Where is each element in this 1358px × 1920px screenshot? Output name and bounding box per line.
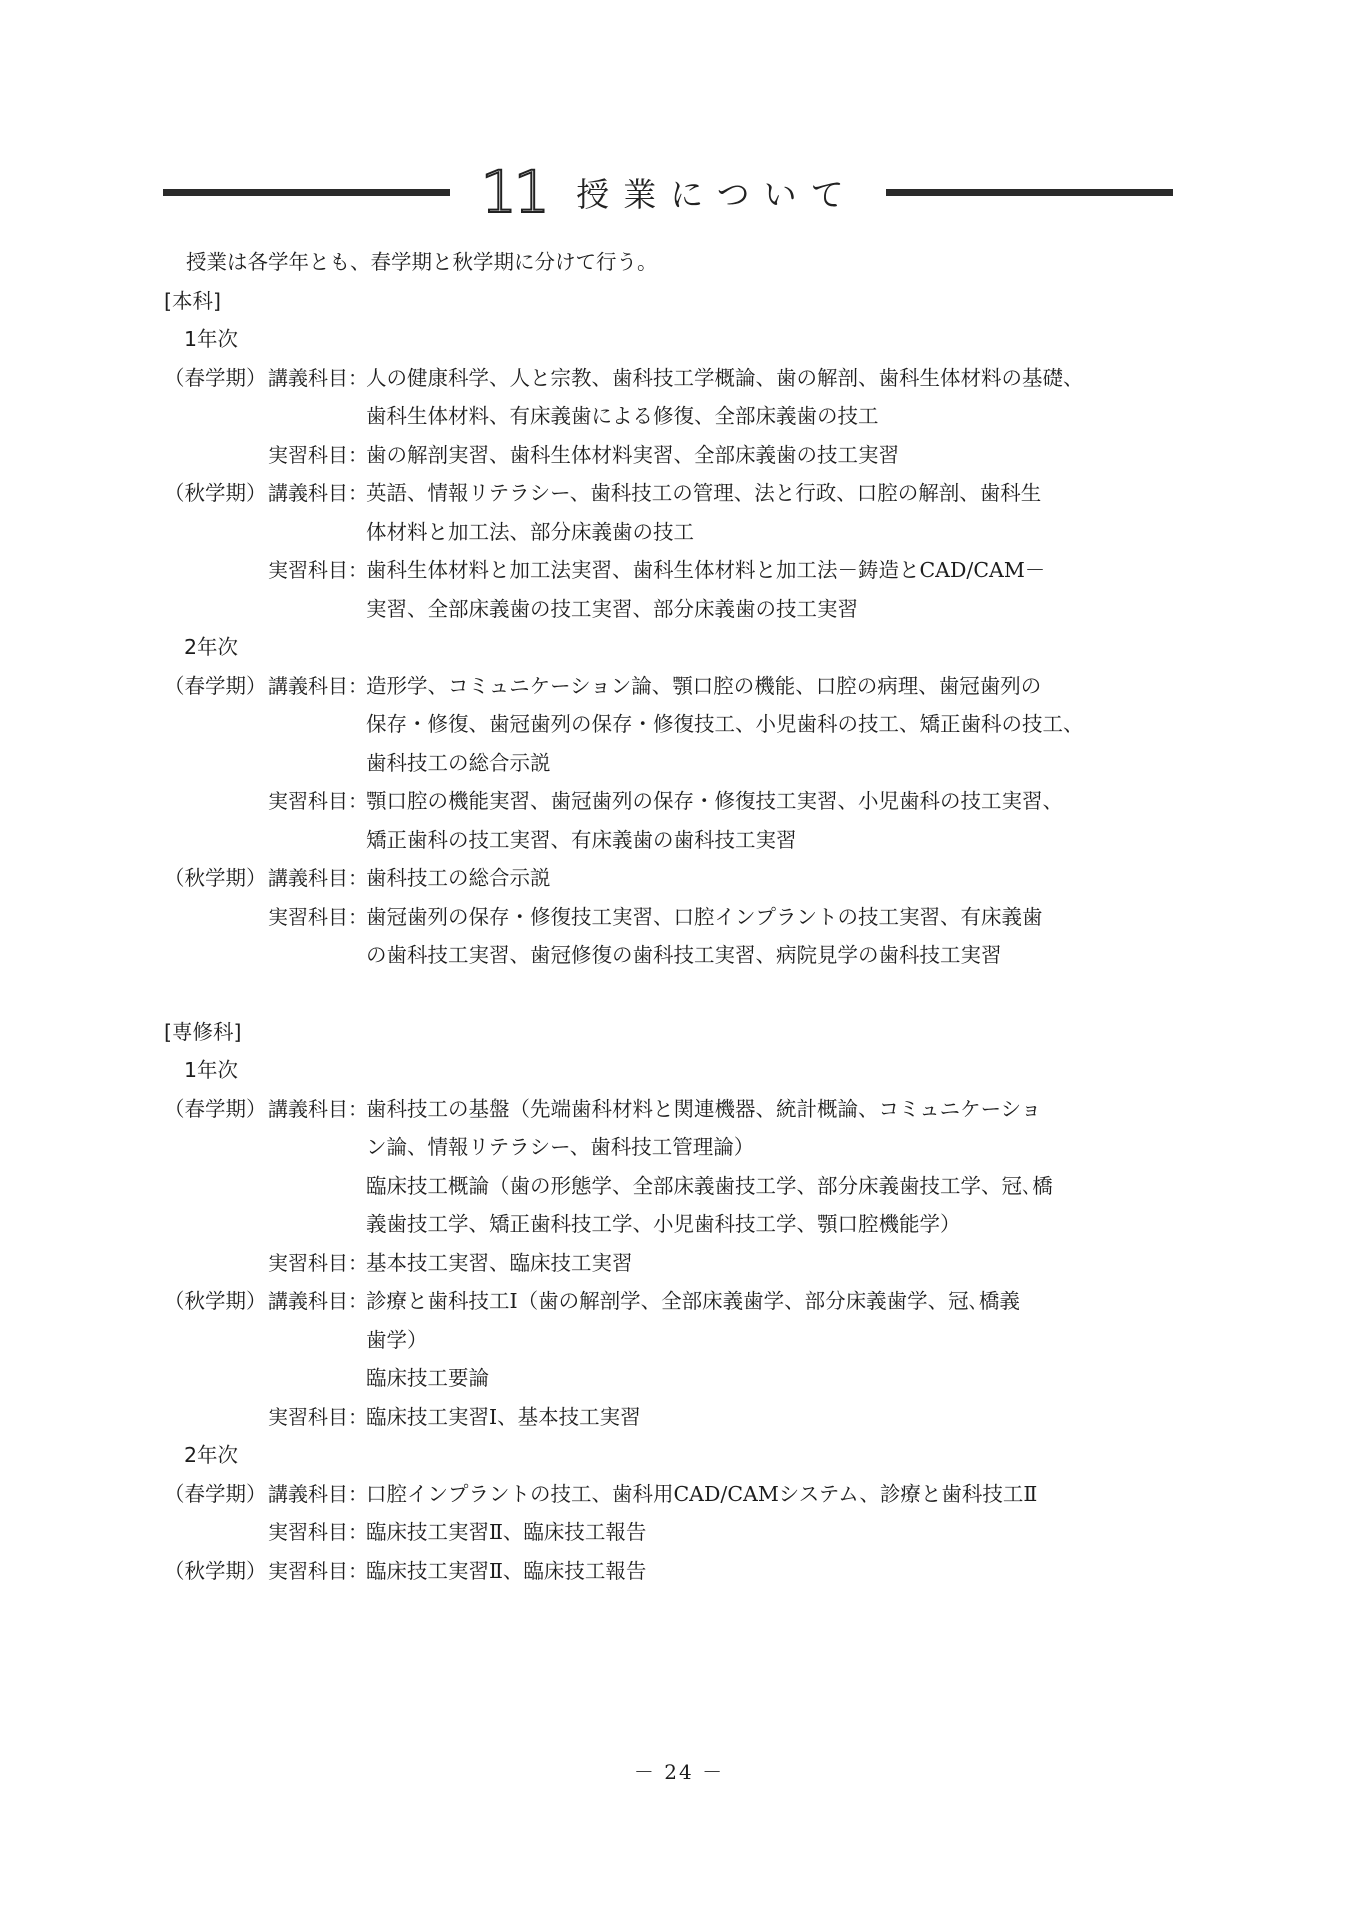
course-list — [366, 1282, 1174, 1398]
course-row — [164, 1090, 1174, 1244]
course-line: 歯科技工の基盤（先端歯科材料と関連機器、統計概論、コミュニケーショ — [366, 1096, 1042, 1121]
heading-rule-left — [163, 189, 450, 196]
semester-label — [164, 1398, 268, 1437]
course-list — [366, 1398, 1174, 1437]
course-line: 臨床技工実習Ⅰ、基本技工実習 — [366, 1404, 641, 1429]
heading-text — [450, 158, 885, 226]
page-number: － 24 － — [633, 1760, 725, 1784]
course-line: 臨床技工実習Ⅱ、臨床技工報告 — [366, 1520, 647, 1544]
course-row — [164, 551, 1174, 628]
course-row — [164, 1398, 1174, 1437]
course-list — [366, 667, 1174, 783]
course-line: 体材料と加工法、部分床義歯の技工 — [366, 519, 694, 544]
semester-label: （秋学期） — [164, 866, 267, 890]
course-row — [164, 1282, 1174, 1398]
year-label: 2年次 — [184, 1443, 239, 1467]
course-type: 実習科目： — [268, 1520, 368, 1544]
course-row — [164, 667, 1174, 783]
course-list — [366, 898, 1174, 975]
document-body — [164, 243, 1174, 1590]
course-type: 講義科目： — [268, 1289, 368, 1313]
semester-label: （秋学期） — [164, 481, 267, 505]
course-type: 実習科目： — [268, 442, 368, 467]
course-line: 義歯技工学、矯正歯科技工学、小児歯科技工学、顎口腔機能学） — [366, 1212, 961, 1236]
intro-text: 授業は各学年とも、春学期と秋学期に分けて行う。 — [186, 250, 658, 274]
section-heading — [163, 152, 1173, 232]
course-line: 歯科生体材料と加工法実習、歯科生体材料と加工法－鋳造とCAD/CAM－ — [366, 558, 1046, 582]
course-line: 口腔インプラントの技工、歯科用CAD/CAMシステム、診療と歯科技工Ⅱ — [366, 1481, 1038, 1506]
year-label: 2年次 — [184, 635, 239, 659]
course-line: 歯冠歯列の保存・修復技工実習、口腔インプラントの技工実習、有床義歯 — [366, 904, 1043, 929]
semester-label — [164, 1244, 268, 1283]
course-row — [164, 782, 1174, 859]
course-line: 歯科技工の総合示説 — [366, 750, 551, 775]
course-row — [164, 474, 1174, 551]
semester-label: （春学期） — [164, 1096, 267, 1121]
course-type: 講義科目： — [268, 866, 368, 890]
course-list — [366, 436, 1174, 475]
course-row — [164, 1244, 1174, 1283]
course-line: の歯科技工実習、歯冠修復の歯科技工実習、病院見学の歯科技工実習 — [366, 943, 1002, 967]
course-type: 実習科目： — [268, 1250, 368, 1275]
course-line: 保存・修復、歯冠歯列の保存・修復技工、小児歯科の技工、矯正歯科の技工、 — [366, 712, 1084, 736]
course-row — [164, 859, 1174, 898]
course-line: 人の健康科学、人と宗教、歯科技工学概論、歯の解剖、歯科生体材料の基礎、 — [366, 365, 1084, 390]
course-list — [366, 551, 1174, 628]
course-list — [366, 359, 1174, 436]
semester-label: （秋学期） — [164, 1289, 267, 1313]
heading-title: 授業について — [576, 174, 858, 214]
semester-label: （春学期） — [164, 1481, 267, 1506]
section-title: [本科] — [164, 288, 221, 313]
course-list — [366, 1552, 1174, 1591]
course-type: 講義科目： — [268, 1096, 368, 1121]
semester-label: （春学期） — [164, 365, 267, 390]
course-row — [164, 1513, 1174, 1552]
course-line: 基本技工実習、臨床技工実習 — [366, 1250, 633, 1275]
course-line: 歯の解剖実習、歯科生体材料実習、全部床義歯の技工実習 — [366, 442, 899, 467]
section-title: [専修科] — [164, 1019, 242, 1044]
course-type: 実習科目： — [268, 904, 368, 929]
course-line: 顎口腔の機能実習、歯冠歯列の保存・修復技工実習、小児歯科の技工実習、 — [366, 789, 1063, 813]
course-row — [164, 359, 1174, 436]
course-row — [164, 1552, 1174, 1591]
course-row — [164, 1475, 1174, 1514]
course-row — [164, 436, 1174, 475]
course-list — [366, 859, 1174, 898]
course-line: 歯科生体材料、有床義歯による修復、全部床義歯の技工 — [366, 404, 879, 428]
course-list — [366, 1475, 1174, 1514]
section-spacer — [164, 975, 1174, 1013]
course-line: 歯学） — [366, 1327, 428, 1352]
course-type: 実習科目： — [268, 1404, 368, 1429]
semester-label: （秋学期） — [164, 1558, 267, 1583]
course-line: 英語、情報リテラシー、歯科技工の管理、法と行政、口腔の解剖、歯科生 — [366, 481, 1042, 505]
semester-label — [164, 551, 268, 628]
year-label: 1年次 — [184, 1058, 239, 1082]
course-type: 実習科目： — [268, 789, 368, 813]
course-line: 臨床技工要論 — [366, 1366, 489, 1390]
semester-label — [164, 898, 268, 975]
course-row — [164, 898, 1174, 975]
curriculum-sections — [164, 282, 1174, 1591]
course-type: 講義科目： — [268, 1481, 368, 1506]
course-line: 臨床技工概論（歯の形態学、全部床義歯技工学、部分床義歯技工学、冠､橋 — [366, 1173, 1053, 1198]
course-list — [366, 1513, 1174, 1552]
course-list — [366, 474, 1174, 551]
course-list — [366, 1090, 1174, 1244]
course-line: 造形学、コミュニケーション論、顎口腔の機能、口腔の病理、歯冠歯列の — [366, 673, 1042, 698]
heading-rule-right — [886, 189, 1173, 196]
course-list — [366, 1244, 1174, 1283]
semester-label — [164, 436, 268, 475]
course-type: 講義科目： — [268, 481, 368, 505]
course-line: 矯正歯科の技工実習、有床義歯の歯科技工実習 — [366, 827, 797, 852]
semester-label — [164, 782, 268, 859]
heading-number: 11 — [480, 158, 547, 226]
course-line: 臨床技工実習Ⅱ、臨床技工報告 — [366, 1558, 647, 1583]
course-type: 講義科目： — [268, 365, 368, 390]
course-line: 実習、全部床義歯の技工実習、部分床義歯の技工実習 — [366, 596, 858, 621]
course-type: 講義科目： — [268, 673, 368, 698]
course-type: 実習科目： — [268, 1558, 368, 1583]
course-line: 診療と歯科技工Ⅰ（歯の解剖学、全部床義歯学、部分床義歯学、冠､橋義 — [366, 1289, 1020, 1313]
course-type: 実習科目： — [268, 558, 368, 582]
semester-label: （春学期） — [164, 673, 267, 698]
course-line: 歯科技工の総合示説 — [366, 866, 551, 890]
course-list — [366, 782, 1174, 859]
course-line: ン論、情報リテラシー、歯科技工管理論） — [366, 1135, 755, 1159]
semester-label — [164, 1513, 268, 1552]
year-label: 1年次 — [184, 327, 239, 351]
